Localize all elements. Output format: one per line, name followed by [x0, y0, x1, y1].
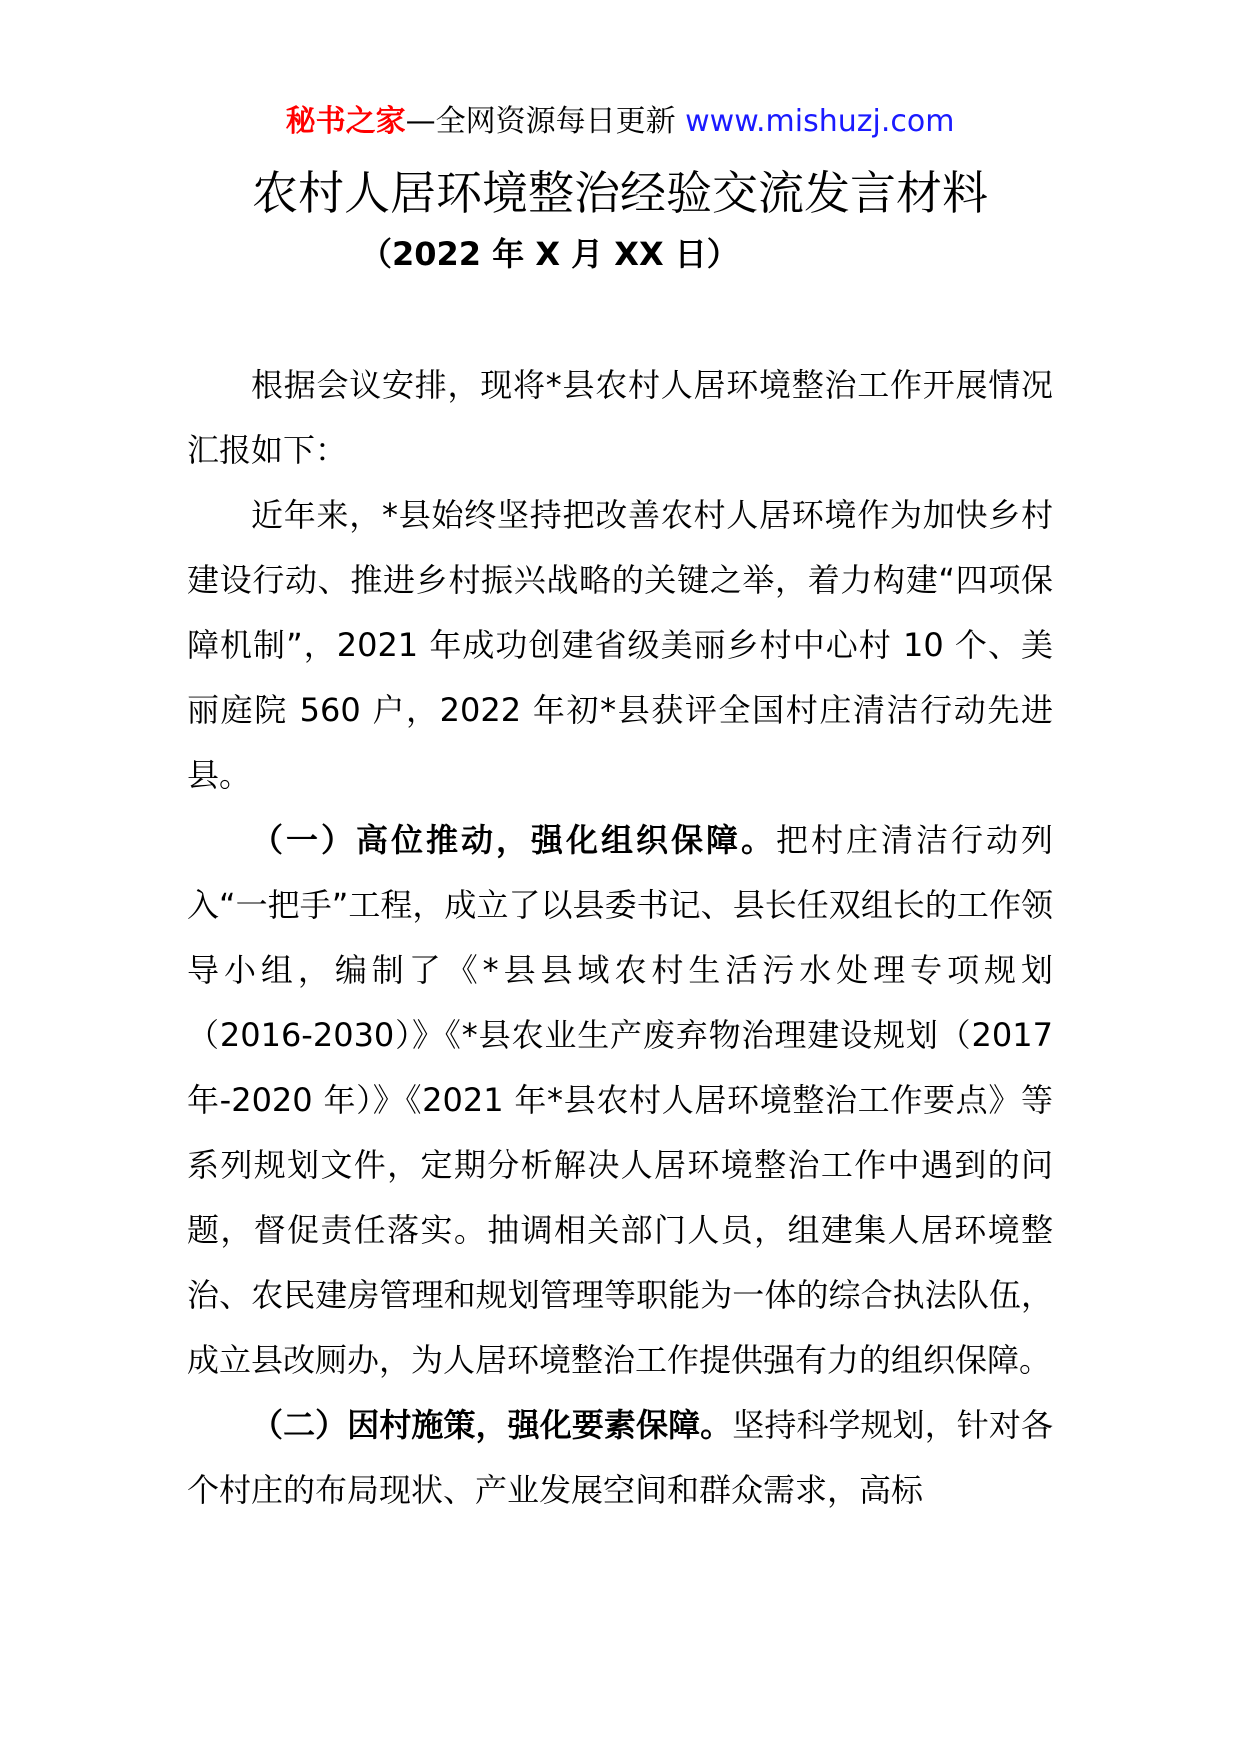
paragraph-section-2 — [187, 1393, 1053, 1523]
document-title: 农村人居环境整治经验交流发言材料 — [252, 166, 988, 220]
paragraph-text: 近年来，*县始终坚持把改善农村人居环境作为加快乡村建设行动、推进乡村振兴战略的关键之举，着力构建“四项保障机制”，2021 年成功创建省级美丽乡村中心村 10 个、美丽庭院 560 户，2022 年初*县获评全国村庄清洁行动先进县。 — [187, 496, 1053, 794]
brand-name: 秘书之家 — [285, 104, 406, 139]
site-header — [0, 100, 1240, 144]
paragraph-text: 把村庄清洁行动列入“一把手”工程，成立了以县委书记、县长任双组长的工作领导小组，编制了《*县县域农村生活污水处理专项规划（2016-2030）》《*县农业生产废弃物治理建设规划（2017 年-2020 年）》《2021 年*县农村人居环境整治工作要点》等系列规划文件，定期分析解决人居环境整治工作中遇到的问题，督促责任落实。抽调相关部门人员，组建集人居环境整治、农民建房管理和规划管理等职能为一体的综合执法队伍，成立县改厕办，为人居环境整治工作提供强有力的组织保障。 — [187, 821, 1053, 1379]
document-body — [187, 353, 1053, 1523]
paragraph-text: 根据会议安排，现将*县农村人居环境整治工作开展情况汇报如下： — [187, 366, 1053, 469]
document-date: （2022 年 X 月 XX 日） — [360, 235, 739, 273]
section-heading: （二）因村施策，强化要素保障。 — [251, 1406, 733, 1444]
section-heading: （一）高位推动，强化组织保障。 — [251, 821, 776, 859]
site-url-link[interactable]: www.mishuzj.com — [685, 104, 955, 139]
header-slogan: —全网资源每日更新 — [405, 104, 676, 139]
paragraph-text: 坚持科学规划，针对各个村庄的布局现状、产业发展空间和群众需求，高标 — [187, 1406, 1053, 1509]
paragraph-intro — [187, 353, 1053, 483]
paragraph-overview — [187, 483, 1053, 808]
paragraph-section-1 — [187, 808, 1053, 1393]
